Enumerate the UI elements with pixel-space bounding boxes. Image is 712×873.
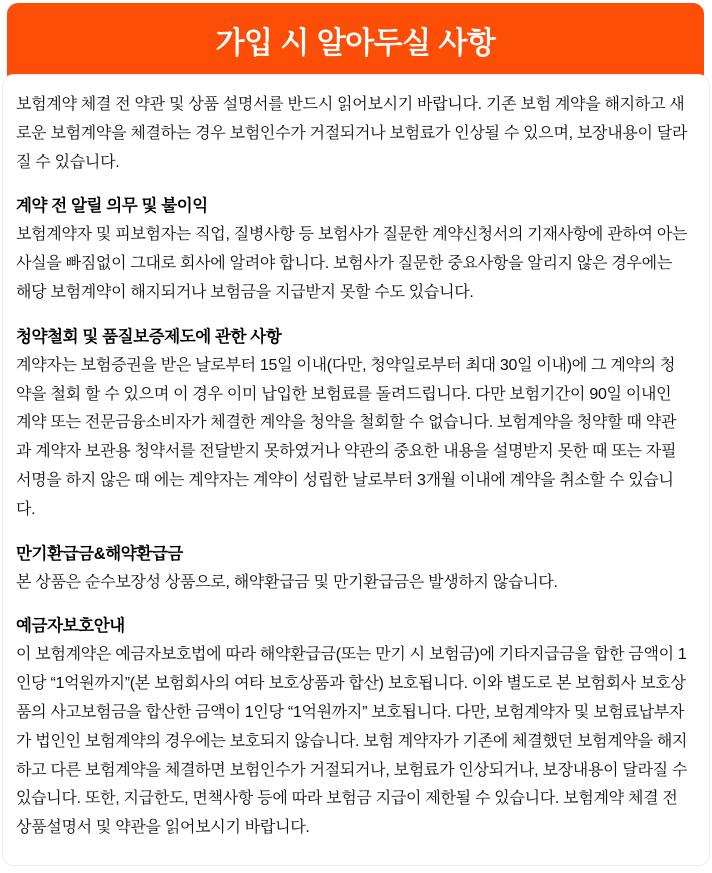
section-heading: 예금자보호안내 bbox=[16, 617, 125, 636]
section-body: 계약자는 보험증권을 받은 날로부터 15일 이내(다만, 청약일로부터 최대 30일 이내)에 그 계약의 청약을 철회 할 수 있으며 이 경우 이미 납입한 보험료를 돌려드립니다. 다만 보험기간이 90일 이내인 계약 또는 전문금융소비자가 체결한 계약을 청약을 철회할 수 없습니다. 보험계약을 청약할 때 약관과 계약자 보관용 청약서를 전달받지 못하였거나 약관의 중요한 내용을 설명받지 못한 때 또는 자필서명을 하지 않은 때 에는 계약자는 계약이 성립한 날로부터 3개월 이내에 계약을 취소할 수 있습니다. bbox=[16, 356, 677, 518]
section-body: 본 상품은 순수보장성 상품으로, 해약환급금 및 만기환급금은 발생하지 않습니다. bbox=[16, 573, 558, 591]
notice-header-bar bbox=[7, 3, 704, 76]
notice-page bbox=[0, 3, 712, 866]
section-heading: 만기환급금&해약환급금 bbox=[16, 544, 183, 563]
section-body: 보험계약자 및 피보험자는 직업, 질병사항 등 보험사가 질문한 계약신청서의 기재사항에 관하여 아는 사실을 빠짐없이 그대로 회사에 알려야 합니다. 보험사가 질문한 중요사항을 알리지 않은 경우에는 해당 보험계약이 해지되거나 보험금을 지급받지 못할 수도 있습니다. bbox=[16, 226, 688, 301]
section-withdrawal-quality-assurance bbox=[16, 323, 689, 525]
page-title: 가입 시 알아두실 사항 bbox=[215, 26, 496, 60]
section-duty-of-disclosure bbox=[16, 192, 689, 307]
section-maturity-surrender-refund bbox=[16, 540, 689, 598]
section-heading: 청약철회 및 품질보증제도에 관한 사항 bbox=[16, 327, 282, 346]
section-depositor-protection bbox=[16, 612, 689, 843]
section-heading: 계약 전 알릴 의무 및 불이익 bbox=[16, 197, 208, 216]
section-body: 이 보험계약은 예금자보호법에 따라 해약환급금(또는 만기 시 보험금)에 기타지급금을 합한 금액이 1인당 “1억원까지”(본 보험회사의 여타 보호상품과 합산) 보호됩니다. 이와 별도로 본 보험회사 보호상품의 사고보험금을 합산한 금액이 1인당 “1억원까지” 보호됩니다. 다만, 보험계약자 및 보험료납부자가 법인인 보험계약의 경우에는 보호되지 않습니다. 보험 계약자가 기존에 체결했던 보험계약을 해지하고 다른 보험계약을 체결하면 보험인수가 거절되거나, 보험료가 인상되거나, 보장내용이 달라질 수 있습니다. 또한, 지급한도, 면책사항 등에 따라 보험금 지급이 제한될 수 있습니다. 보험계약 체결 전 상품설명서 및 약관을 읽어보시기 바랍니다. bbox=[16, 646, 688, 837]
notice-card bbox=[2, 74, 710, 866]
intro-paragraph: 보험계약 체결 전 약관 및 상품 설명서를 반드시 읽어보시기 바랍니다. 기존 보험 계약을 해지하고 새로운 보험계약을 체결하는 경우 보험인수가 거절되거나 보험료가 인상될 수 있으며, 보장내용이 달라질 수 있습니다. bbox=[16, 96, 688, 171]
